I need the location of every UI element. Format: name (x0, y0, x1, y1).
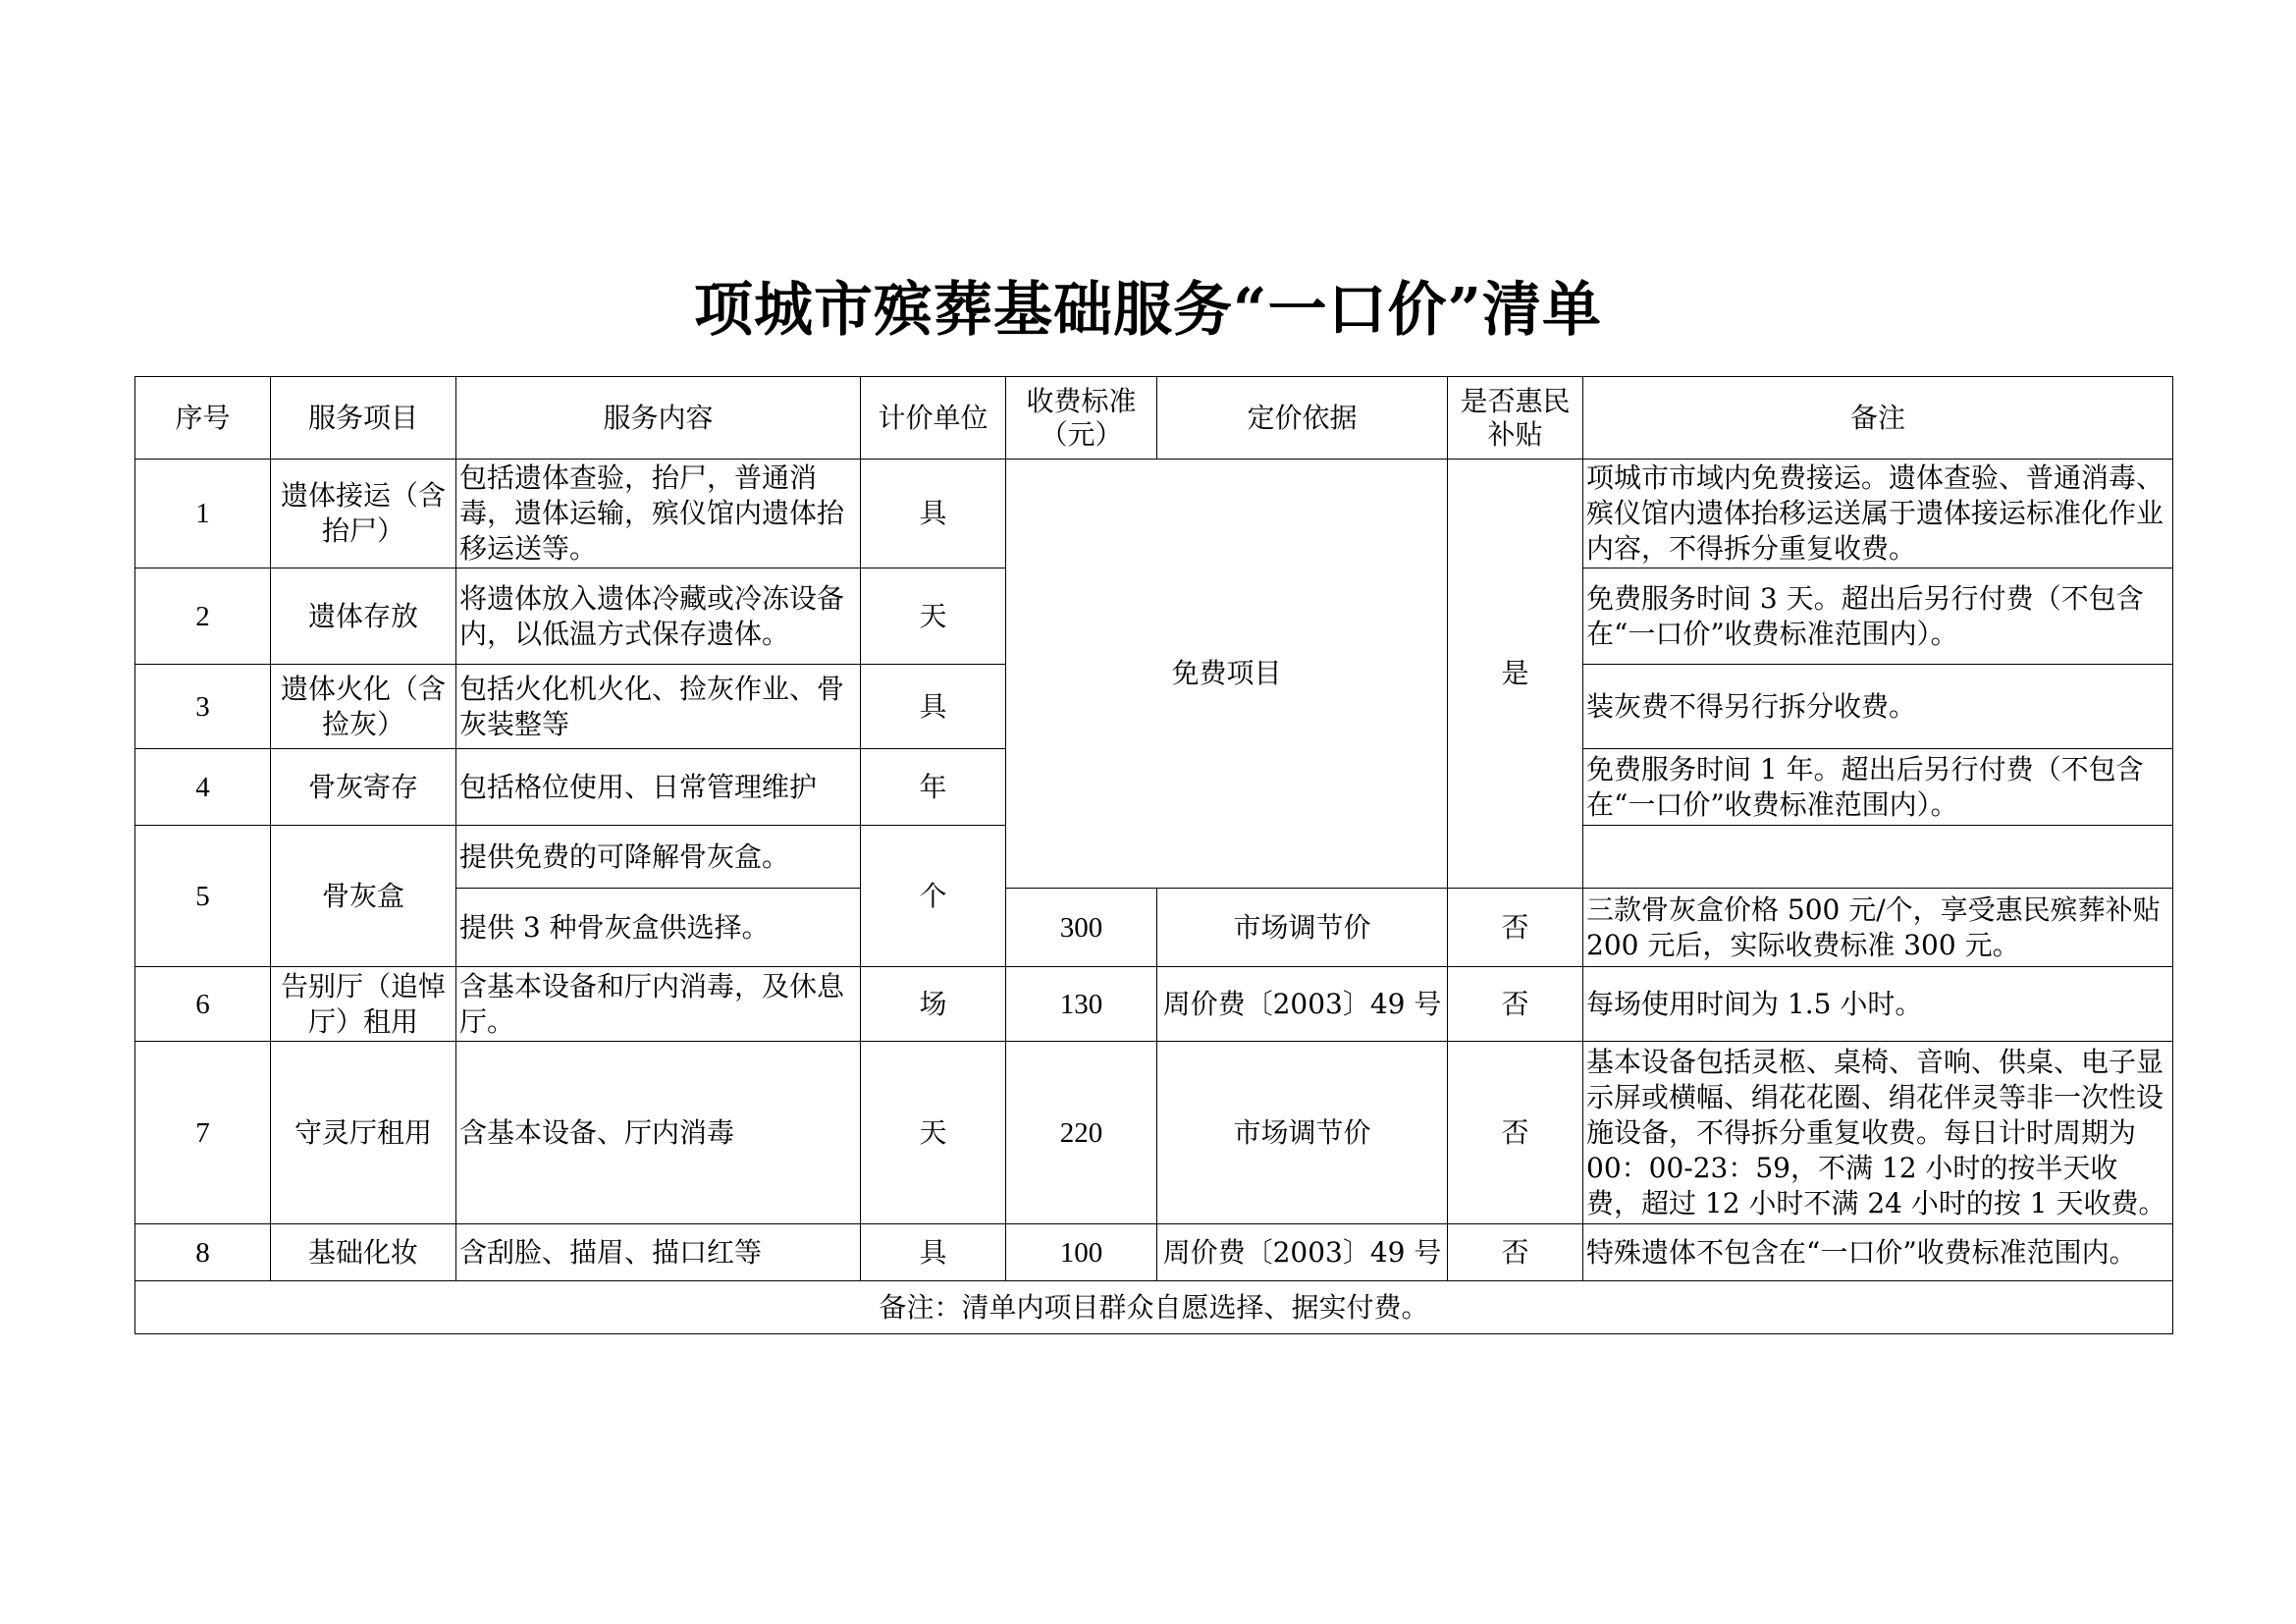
row-remark (1583, 826, 2173, 889)
header-seq: 序号 (135, 377, 271, 460)
row-fee: 130 (1006, 967, 1157, 1042)
header-item: 服务项目 (271, 377, 456, 460)
row-unit: 场 (861, 967, 1006, 1042)
row-content: 含刮脸、描眉、描口红等 (456, 1224, 861, 1281)
table-footer-row (135, 1281, 2173, 1334)
row-seq: 3 (135, 665, 271, 749)
table-row (135, 967, 2173, 1042)
row-basis: 周价费〔2003〕49 号 (1157, 1224, 1448, 1281)
row-unit: 年 (861, 749, 1006, 826)
row-remark: 免费服务时间 1 年。超出后另行付费（不包含在“一口价”收费标准范围内）。 (1583, 749, 2173, 826)
row-item: 遗体火化（含捡灰） (271, 665, 456, 749)
row-remark: 特殊遗体不包含在“一口价”收费标准范围内。 (1583, 1224, 2173, 1281)
row-basis: 市场调节价 (1157, 889, 1448, 967)
header-fee: 收费标准（元） (1006, 377, 1157, 460)
row-basis: 市场调节价 (1157, 1042, 1448, 1224)
header-unit: 计价单位 (861, 377, 1006, 460)
row-item: 基础化妆 (271, 1224, 456, 1281)
row-content: 含基本设备和厅内消毒，及休息厅。 (456, 967, 861, 1042)
row-content: 包括遗体查验，抬尸，普通消毒，遗体运输，殡仪馆内遗体抬移运送等。 (456, 460, 861, 568)
free-items-subsidy-cell: 是 (1448, 460, 1583, 889)
row-unit: 具 (861, 460, 1006, 568)
row-content: 将遗体放入遗体冷藏或冷冻设备内，以低温方式保存遗体。 (456, 568, 861, 665)
table-row (135, 460, 2173, 568)
row-seq: 6 (135, 967, 271, 1042)
row-seq: 8 (135, 1224, 271, 1281)
row-subsidy: 否 (1448, 1042, 1583, 1224)
row-unit: 个 (861, 826, 1006, 967)
row-item: 骨灰盒 (271, 826, 456, 967)
row-seq: 1 (135, 460, 271, 568)
row-unit: 具 (861, 1224, 1006, 1281)
row-unit: 天 (861, 1042, 1006, 1224)
row-subsidy: 否 (1448, 967, 1583, 1042)
row-item: 告别厅（追悼厅）租用 (271, 967, 456, 1042)
row-seq: 5 (135, 826, 271, 967)
row-item: 骨灰寄存 (271, 749, 456, 826)
row-content: 含基本设备、厅内消毒 (456, 1042, 861, 1224)
row-remark: 三款骨灰盒价格 500 元/个，享受惠民殡葬补贴 200 元后，实际收费标准 300 元。 (1583, 889, 2173, 967)
header-remark: 备注 (1583, 377, 2173, 460)
row-content: 包括格位使用、日常管理维护 (456, 749, 861, 826)
row-fee: 300 (1006, 889, 1157, 967)
row-subsidy: 否 (1448, 1224, 1583, 1281)
row-item: 遗体存放 (271, 568, 456, 665)
row-remark: 基本设备包括灵柩、桌椅、音响、供桌、电子显示屏或横幅、绢花花圈、绢花伴灵等非一次性设施设备，不得拆分重复收费。每日计时周期为 00：00-23：59，不满 12 小时的按半天收费，超过 12 小时不满 24 小时的按 1 天收费。 (1583, 1042, 2173, 1224)
row-content: 提供 3 种骨灰盒供选择。 (456, 889, 861, 967)
free-items-fee-cell: 免费项目 (1006, 460, 1448, 889)
row-content: 提供免费的可降解骨灰盒。 (456, 826, 861, 889)
row-seq: 7 (135, 1042, 271, 1224)
row-item: 守灵厅租用 (271, 1042, 456, 1224)
row-subsidy: 否 (1448, 889, 1583, 967)
row-seq: 2 (135, 568, 271, 665)
table-row (135, 1224, 2173, 1281)
row-remark: 每场使用时间为 1.5 小时。 (1583, 967, 2173, 1042)
row-seq: 4 (135, 749, 271, 826)
table-header-row (135, 377, 2173, 460)
row-remark: 装灰费不得另行拆分收费。 (1583, 665, 2173, 749)
row-remark: 项城市市域内免费接运。遗体查验、普通消毒、殡仪馆内遗体抬移运送属于遗体接运标准化作业内容，不得拆分重复收费。 (1583, 460, 2173, 568)
row-remark: 免费服务时间 3 天。超出后另行付费（不包含在“一口价”收费标准范围内）。 (1583, 568, 2173, 665)
price-list-table (134, 376, 2173, 1334)
row-fee: 220 (1006, 1042, 1157, 1224)
header-subsidy: 是否惠民补贴 (1448, 377, 1583, 460)
page-title: 项城市殡葬基础服务“一口价”清单 (693, 276, 1603, 345)
row-item: 遗体接运（含抬尸） (271, 460, 456, 568)
row-content: 包括火化机火化、捡灰作业、骨灰装整等 (456, 665, 861, 749)
row-unit: 具 (861, 665, 1006, 749)
header-content: 服务内容 (456, 377, 861, 460)
row-basis: 周价费〔2003〕49 号 (1157, 967, 1448, 1042)
header-basis: 定价依据 (1157, 377, 1448, 460)
footer-note: 备注：清单内项目群众自愿选择、据实付费。 (135, 1281, 2173, 1334)
row-fee: 100 (1006, 1224, 1157, 1281)
row-unit: 天 (861, 568, 1006, 665)
table-row (135, 1042, 2173, 1224)
